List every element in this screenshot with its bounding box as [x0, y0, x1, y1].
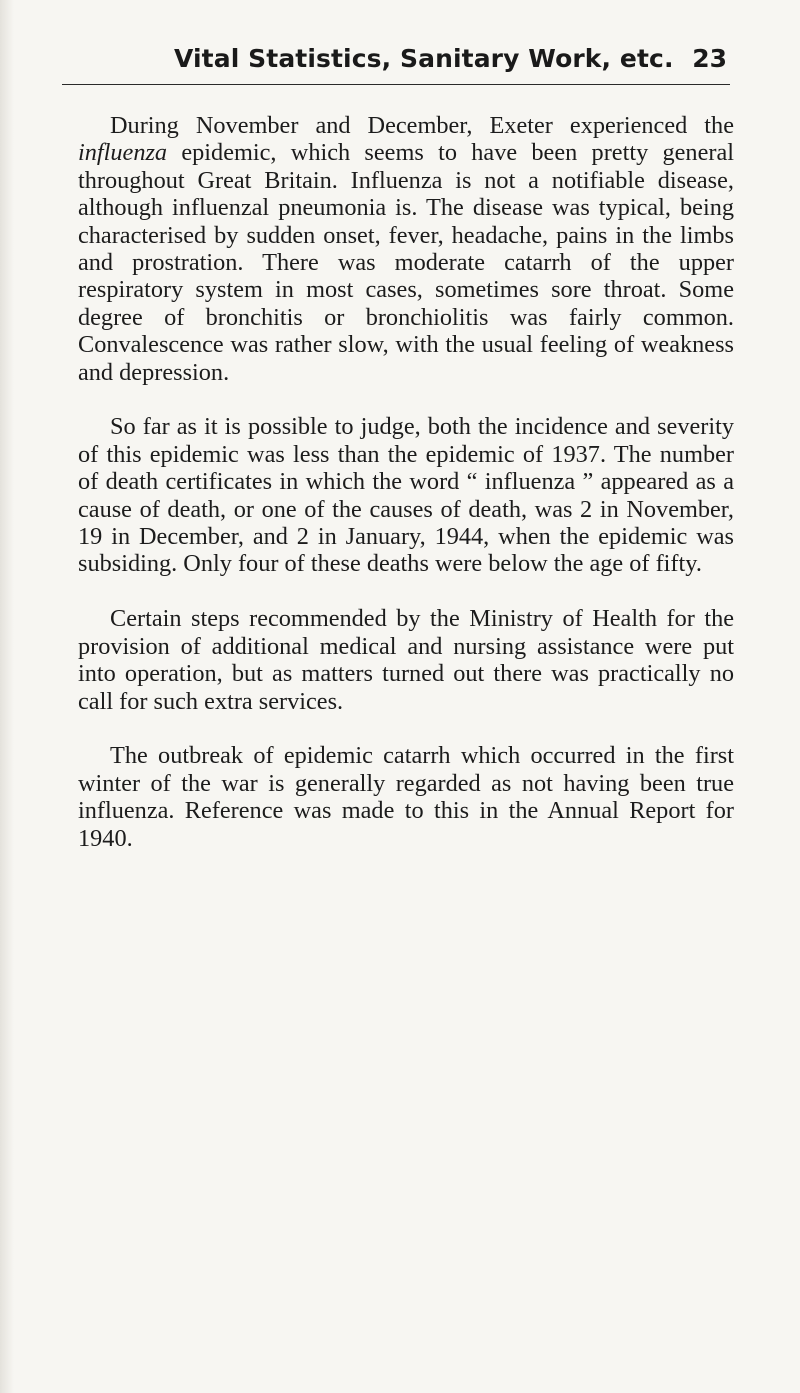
running-header	[62, 38, 730, 85]
paragraph-ministry-steps: Certain steps recommended by the Ministry of Health for the provision of additional medical and nursing assistance were put into operation, but as matters turned out there was practically no call for such extra services.	[78, 605, 734, 715]
page-number: 23	[692, 44, 727, 73]
paragraph-continuation: epidemic, which seems to have been pretty general throughout Great Britain. Influenza is not a notifiable disease, although influenzal pneumonia is. The disease was typical, being characterised by sudden onset, fever, headache, pains in the limbs and prostration. There was moderate catarrh of the upper respiratory system in most cases, sometimes sore throat. Some degree of bronchitis or bronchiolitis was fairly common. Convalescence was rather slow, with the usual feeling of weakness and depression.	[78, 139, 734, 386]
paragraph-catarrh-outbreak: The outbreak of epidemic catarrh which occurred in the first winter of the war is generally regarded as not having been true influenza. Reference was made to this in the Annual Report for 1940.	[78, 742, 734, 852]
page-edge-shadow	[0, 0, 14, 1393]
paragraph-incidence: So far as it is possible to judge, both the incidence and severity of this epidemic was less than the epidemic of 1937. The number of death certificates in which the word “ influenza ” appeared as a cause of death, or one of the causes of death, was 2 in November, 19 in December, and 2 in January, 1944, when the epidemic was subsiding. Only four of these deaths were below the age of fifty.	[78, 413, 734, 578]
paragraph-opening: During November and December, Exeter experienced the	[110, 112, 734, 139]
body-text	[78, 112, 734, 879]
header-title: Vital Statistics, Sanitary Work, etc.	[174, 44, 674, 73]
italic-term: influenza	[78, 139, 168, 167]
paragraph-influenza-epidemic	[78, 112, 734, 386]
